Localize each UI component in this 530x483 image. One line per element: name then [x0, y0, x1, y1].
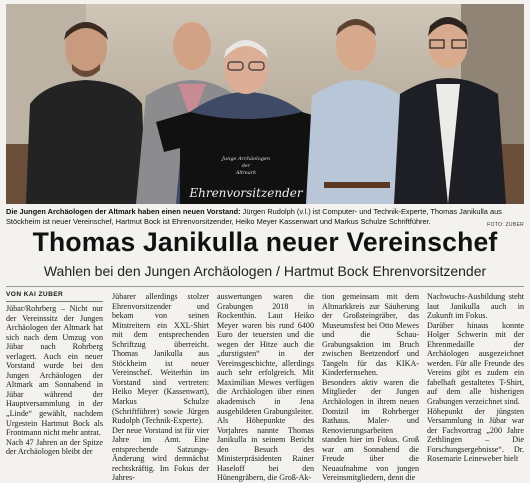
shirt-main-text: Ehrenvorsitzender — [189, 186, 303, 200]
article-column-3: auswertungen waren die Grabungen 2018 in Rockenthin. Laut Heiko Meyer waren bis rund 6400 Euro der teuersten und die wegen der Hitze auch die „durstigsten“ in der Vereinsgeschichte, allerdings auch sehr erfolgreich. Mit Maximilian Mewes verfügen die Archäologen über einen akademisch in Jena ausgebildeten Grabungsleiter. Als Höhepunkte des Vorjahres nannte Thomas Janikulla in seinem Bericht den Besuch des Ministerpräsidenten Rainer Haseloff bei den Hünengräbern, die Groß-Ak- — [217, 292, 314, 483]
shirt-text-2: der — [241, 163, 251, 169]
article-column-4: tion gemeinsam mit dem Altmarkkreis zur Säuberung der Großsteingräber, das Museumsfest bei Otto Mewes und die Schau-Grabungsaktion im Bruch zwischen Beetzendorf und Tangeln für das KIKA-Kinderfernsehen. Besonders aktiv waren die Mitglieder der Jungen Archäologen in ihrem neuen Domizil im Rohrberger Rathaus. Maler- und Renovierungsarbeiten standen hier im Fokus. Groß war am Sonnabend die Freude über die Neuaufnahme von jungen Vereinsmitgliedern, denn die — [322, 292, 419, 483]
headline: Thomas Janikulla neuer Vereinschef — [32, 227, 498, 257]
subheadline: Wahlen bei den Jungen Archäologen / Hartmut Bock Ehrenvorsitzender — [43, 263, 487, 279]
caption-text: Jürgen Rudolph (v.l.) ist Computer- und Technik-Experte, Thomas Janikulla aus Stöckheim ist neuer Vereinschef, Hartmut Bock ist Ehrenvorsitzender, Heiko Meyer Kassenwart und Markus Schulze Schriftführer. — [6, 207, 502, 226]
divider — [6, 286, 524, 287]
article-column-2: Jübarer allerdings stolzer Ehrenvorsitzender und bekam von seinen Mitstreitern ein XXL-Shirt mit dem entsprechenden Schriftzug überreicht. Thomas Janikulla aus Stöckheim ist neuer Vereinschef. Weiterhin im Vorstand sind vertreten: Heiko Meyer (Kassenwart), Markus Schulze (Schriftführer) sowie Jürgen Rudolph (Technik-Experte). Der neue Vorstand ist für vier Jahre im Amt. Eine entsprechende Satzungs-Änderung wird demnächst rechtskräftig. Im Fokus der Jahres- — [112, 292, 209, 483]
photo-credit: FOTO: ZUBER — [487, 222, 524, 228]
byline-divider — [6, 301, 103, 302]
author-byline: VON KAI ZUBER — [6, 291, 64, 298]
article-column-5: Nachwuchs-Ausbildung steht laut Janikulla auch in Zukunft im Fokus. Darüber hinaus konnte Holger Schwerin mit der Ehrenmedaille der Archäologen ausgezeichnet werden. Für alle Freunde des Vereins gibt es zudem ein fabelhaft gestaltetes T-Shirt, auf dem alle bisherigen Grabungen verzeichnet sind. Höhepunkt der jüngsten Versammlung in Jübar war der Fachvortrag „200 Jahre Zethlingen – Die Forschungsergebnisse“. Dr. Rosemarie Leineweber hielt — [427, 292, 524, 464]
group-photo-illustration — [6, 4, 524, 204]
caption-lead: Die Jungen Archäologen der Altmark haben einen neuen Vorstand: — [6, 207, 241, 216]
group-photo — [6, 4, 524, 204]
shirt-text-1: Junge Archäologen — [221, 156, 271, 162]
shirt-text-3: Altmark — [235, 170, 257, 176]
article-column-1: Jübar/Rohrberg – Nicht nur der Vereinssitz der Jungen Archäologen der Altmark hat sich nach dem Umzug von Jübar nach Rohrberg verlagert. Auch ein neuer Vorstand wurde bei den Jungen Archäologen der Altmark am Sonnabend in Jübar während der Hauptversammlung in der „Linde“ gewählt, nachdem Urgestein Hartmut Bock als Frontmann nicht mehr antrat. Nach 47 Jahren an der Spitze der Archäologen bleibt der — [6, 304, 103, 457]
